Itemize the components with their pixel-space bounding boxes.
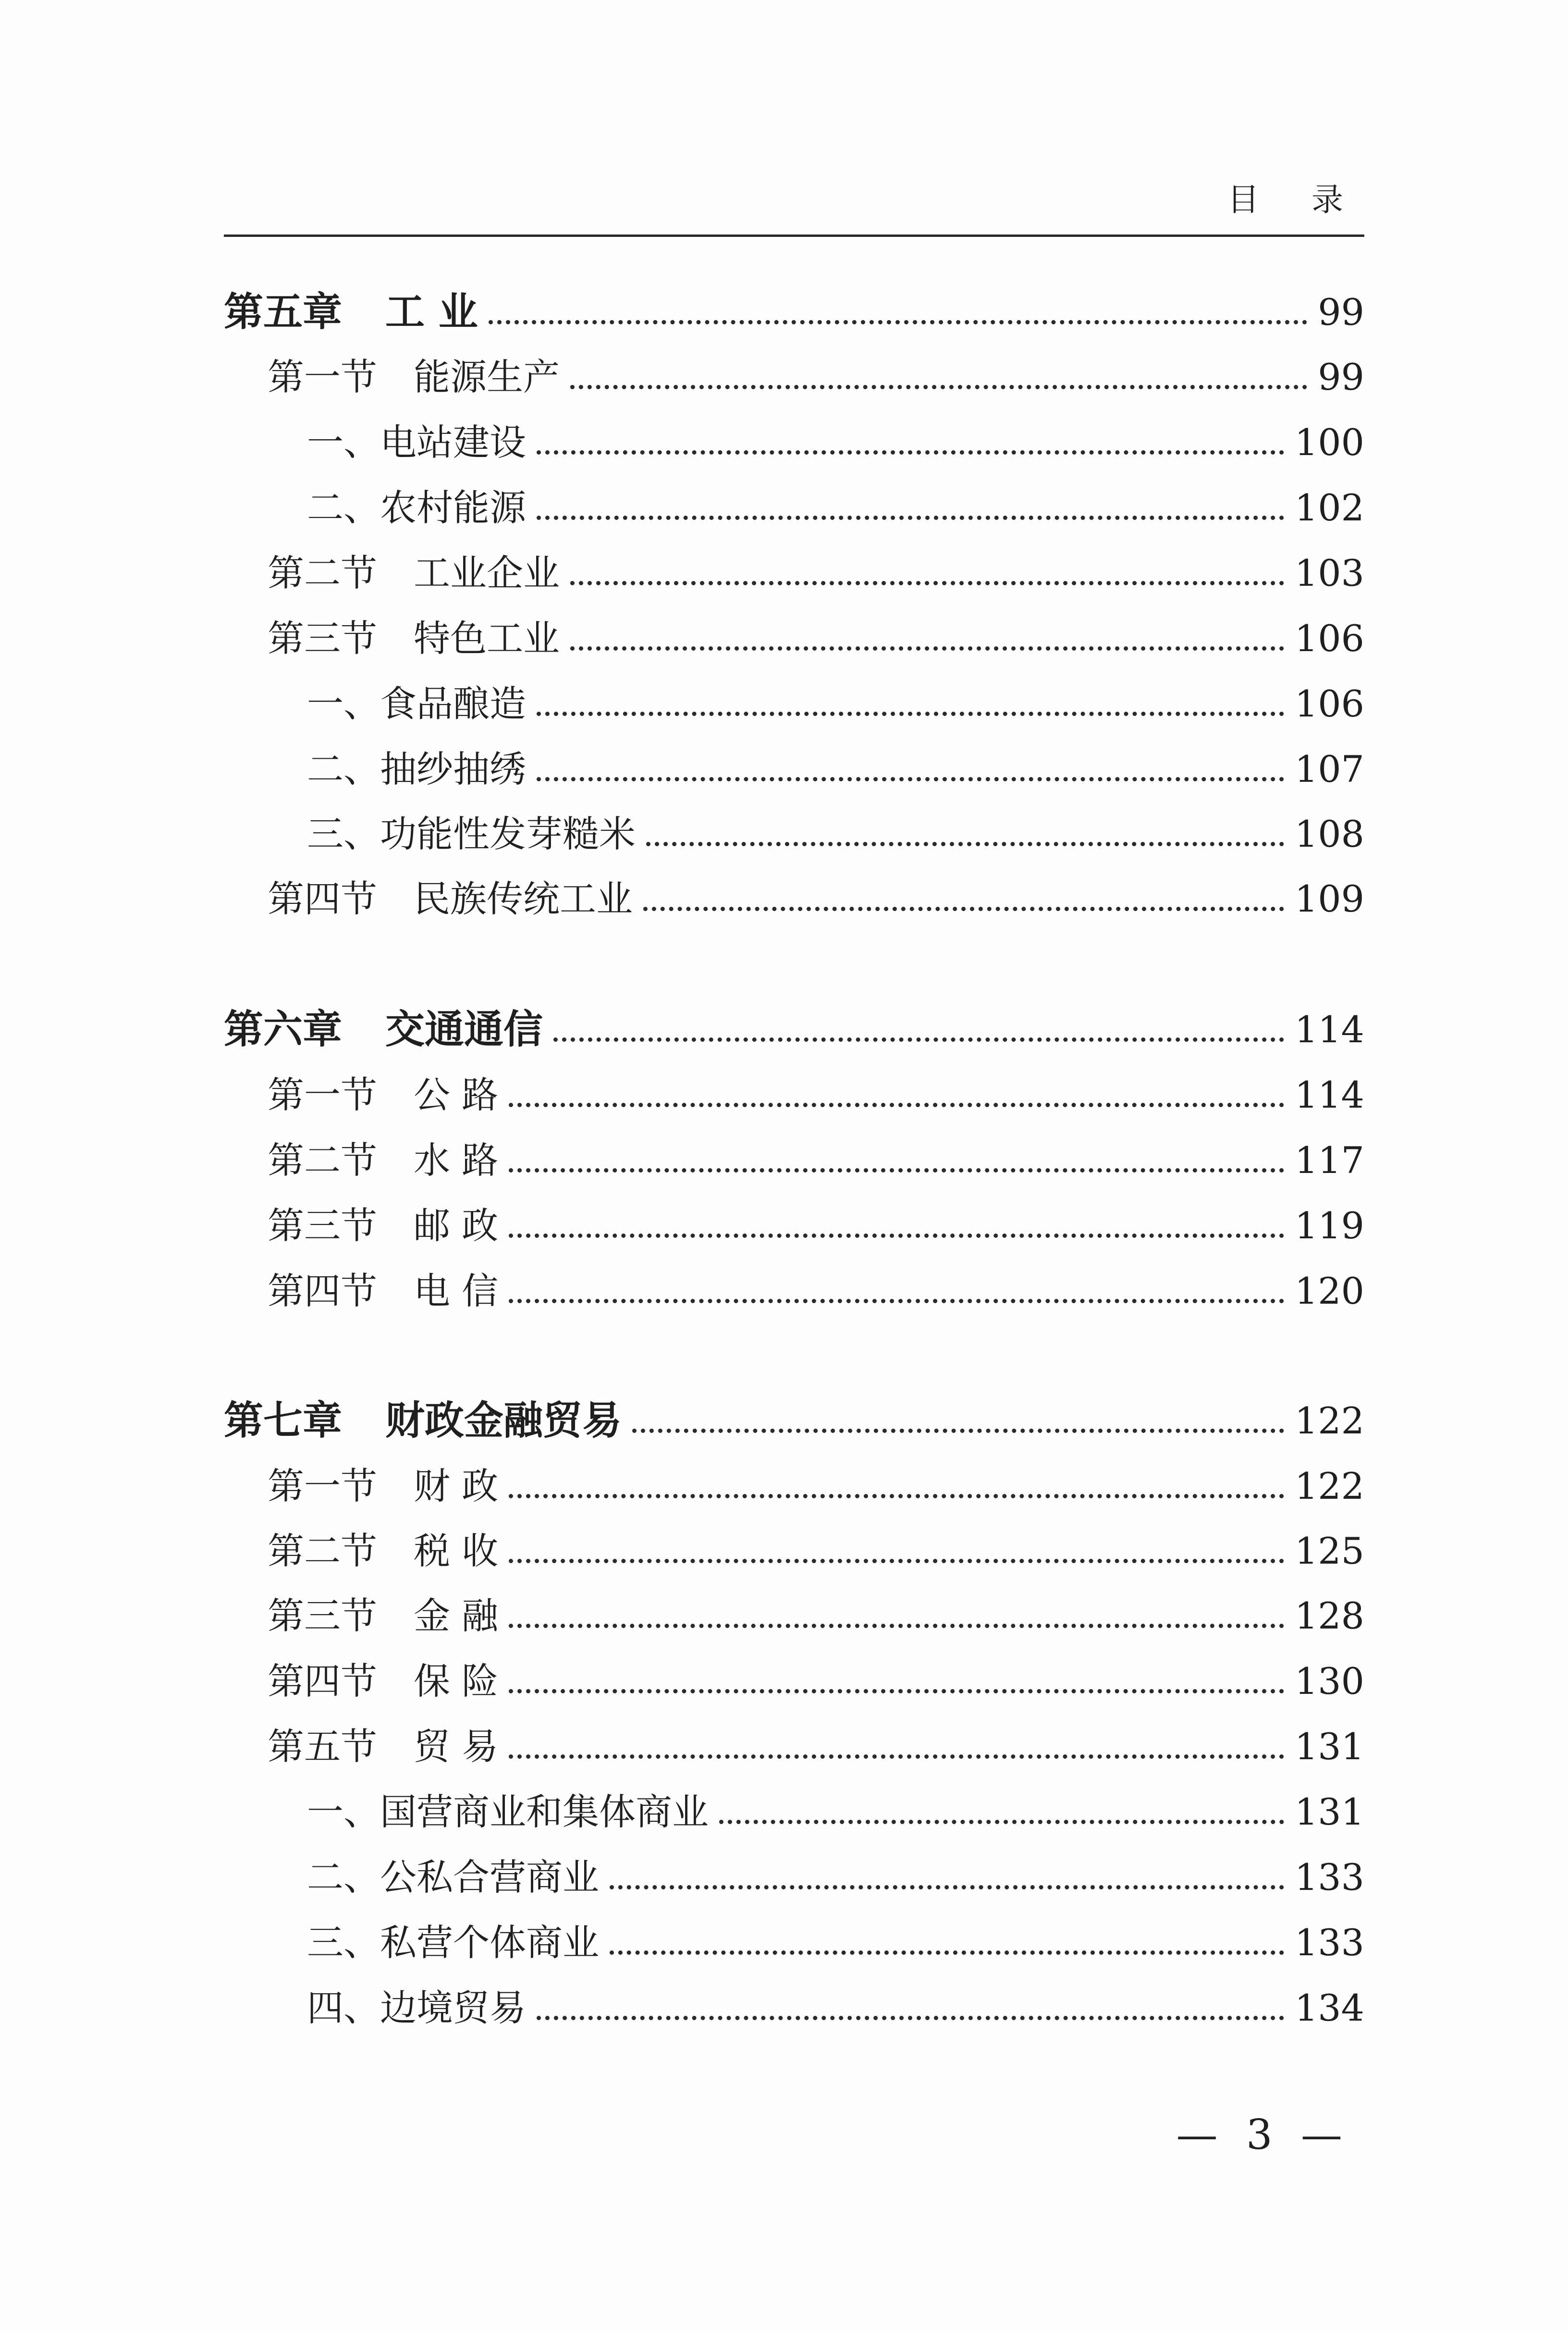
toc-entry-page: 120 [1294, 1270, 1364, 1312]
dot-leader [646, 842, 1284, 846]
toc-entry-page: 119 [1294, 1204, 1364, 1247]
dot-leader [489, 320, 1308, 324]
toc-entry-number: 第四节 [268, 1660, 377, 1703]
toc-entry-number: 第二节 [268, 1530, 377, 1572]
dot-leader [509, 1754, 1284, 1759]
toc-entry[interactable] [0, 1134, 1364, 1187]
toc-entry[interactable] [0, 743, 1364, 796]
toc-entry-title: 能源生产 [414, 356, 560, 398]
toc-entry-page: 99 [1318, 356, 1364, 398]
dot-leader [643, 907, 1284, 911]
toc-entry-page: 106 [1294, 682, 1364, 725]
toc-entry[interactable] [0, 678, 1364, 730]
toc-entry-page: 103 [1294, 552, 1364, 594]
dot-leader [509, 1234, 1284, 1238]
dot-leader [509, 1494, 1284, 1498]
dot-leader [570, 385, 1307, 389]
dot-leader [509, 1559, 1284, 1563]
toc-entry-page: 107 [1294, 748, 1364, 790]
toc-entry-title: 电 信 [414, 1270, 499, 1312]
toc-entry[interactable] [0, 1199, 1364, 1252]
dot-leader [719, 1820, 1284, 1824]
toc-entry[interactable] [0, 808, 1364, 861]
toc-entry-page: 133 [1294, 1921, 1364, 1964]
toc-entry[interactable] [0, 1982, 1364, 2035]
toc-entry[interactable] [0, 286, 1364, 339]
page-header-title: 目 录 [1227, 181, 1364, 218]
toc-entry-number: 第四节 [268, 877, 377, 920]
toc-entry[interactable] [0, 1460, 1364, 1513]
toc-entry-title: 金 融 [414, 1594, 499, 1637]
toc-entry-title: 三、私营个体商业 [307, 1921, 599, 1964]
toc-entry[interactable] [0, 1590, 1364, 1642]
toc-entry[interactable] [0, 612, 1364, 665]
toc-entry-page: 117 [1294, 1139, 1364, 1182]
toc-entry-title: 四、边境贸易 [307, 1987, 526, 2029]
toc-entry-page: 130 [1294, 1660, 1364, 1703]
toc-entry-number: 第四节 [268, 1270, 377, 1312]
toc-entry[interactable] [0, 547, 1364, 600]
toc-entry[interactable] [0, 1394, 1364, 1447]
toc-entry-title: 特色工业 [414, 617, 560, 660]
header-rule [224, 234, 1364, 237]
toc-entry-number: 第一节 [268, 356, 377, 398]
toc-entry-number: 第一节 [268, 1073, 377, 1116]
toc-entry[interactable] [0, 1069, 1364, 1122]
toc-entry-page: 133 [1294, 1856, 1364, 1899]
toc-entry[interactable] [0, 873, 1364, 925]
page-number: — 3 — [1176, 2111, 1350, 2159]
toc-entry-title: 财政金融贸易 [385, 1398, 622, 1444]
toc-entry-page: 122 [1294, 1399, 1364, 1442]
toc-entry-title: 水 路 [414, 1139, 499, 1182]
toc-entry-title: 保 险 [414, 1660, 499, 1703]
toc-entry[interactable] [0, 416, 1364, 469]
toc-entry-title: 一、电站建设 [307, 421, 526, 464]
toc-entry-title: 二、农村能源 [307, 486, 526, 529]
toc-entry-title: 交通通信 [385, 1007, 543, 1052]
toc-entry-page: 125 [1294, 1530, 1364, 1572]
toc-entry-page: 134 [1294, 1987, 1364, 2029]
dot-leader [537, 712, 1284, 716]
toc-entry-title: 工业企业 [414, 552, 560, 594]
toc-entry[interactable] [0, 481, 1364, 534]
toc-entry[interactable] [0, 1916, 1364, 1969]
toc-entry-number: 第一节 [268, 1465, 377, 1507]
toc-entry[interactable] [0, 351, 1364, 404]
toc-entry[interactable] [0, 1525, 1364, 1578]
toc-entry-number: 第三节 [268, 617, 377, 660]
toc-entry[interactable] [0, 1003, 1364, 1056]
toc-entry-number: 第三节 [268, 1204, 377, 1247]
toc-entry-page: 102 [1294, 486, 1364, 529]
toc-entry-title: 贸 易 [414, 1725, 499, 1768]
toc-entry-number: 第六章 [224, 1007, 343, 1052]
toc-entry-title: 民族传统工业 [414, 877, 633, 920]
toc-entry[interactable] [0, 1851, 1364, 1904]
toc-entry-page: 131 [1294, 1790, 1364, 1833]
toc-entry[interactable] [0, 1655, 1364, 1708]
dot-leader [509, 1299, 1284, 1303]
toc-entry-number: 第二节 [268, 552, 377, 594]
toc-entry-title: 公 路 [414, 1073, 499, 1116]
toc-entry-title: 一、国营商业和集体商业 [307, 1790, 709, 1833]
toc-entry-title: 工 业 [385, 289, 478, 335]
dot-leader [509, 1168, 1284, 1172]
toc-entry-page: 114 [1294, 1073, 1364, 1116]
toc-entry[interactable] [0, 1786, 1364, 1838]
toc-entry-page: 128 [1294, 1594, 1364, 1637]
dot-leader [509, 1103, 1284, 1107]
toc-entry-number: 第七章 [224, 1398, 343, 1444]
toc-entry-number: 第五节 [268, 1725, 377, 1768]
dot-leader [537, 516, 1284, 520]
toc-entry-number: 第五章 [224, 289, 343, 335]
dot-leader [509, 1624, 1284, 1628]
toc-entry-number: 第三节 [268, 1594, 377, 1637]
toc-entry-title: 财 政 [414, 1465, 499, 1507]
toc-entry-title: 二、公私合营商业 [307, 1856, 599, 1899]
dot-leader [610, 1885, 1284, 1889]
toc-entry-page: 109 [1294, 877, 1364, 920]
toc-entry-title: 税 收 [414, 1530, 499, 1572]
dot-leader [632, 1429, 1284, 1433]
toc-entry-title: 邮 政 [414, 1204, 499, 1247]
dot-leader [610, 1950, 1284, 1955]
dot-leader [570, 581, 1284, 585]
dot-leader [509, 1689, 1284, 1693]
toc-entry-page: 106 [1294, 617, 1364, 660]
toc-entry-page: 100 [1294, 421, 1364, 464]
toc-entry-page: 99 [1318, 291, 1364, 333]
toc-entry-title: 一、食品酿造 [307, 682, 526, 725]
toc-entry-title: 三、功能性发芽糙米 [307, 813, 636, 855]
dot-leader [537, 450, 1284, 455]
dot-leader [553, 1037, 1284, 1042]
dot-leader [537, 2016, 1284, 2020]
dot-leader [570, 646, 1284, 651]
toc-entry-page: 131 [1294, 1725, 1364, 1768]
toc-entry[interactable] [0, 1265, 1364, 1318]
toc-entry[interactable] [0, 1720, 1364, 1773]
toc-entry-page: 114 [1294, 1008, 1364, 1051]
dot-leader [537, 777, 1284, 781]
toc-entry-page: 122 [1294, 1465, 1364, 1507]
toc-entry-title: 二、抽纱抽绣 [307, 748, 526, 790]
toc-entry-page: 108 [1294, 813, 1364, 855]
toc-entry-number: 第二节 [268, 1139, 377, 1182]
